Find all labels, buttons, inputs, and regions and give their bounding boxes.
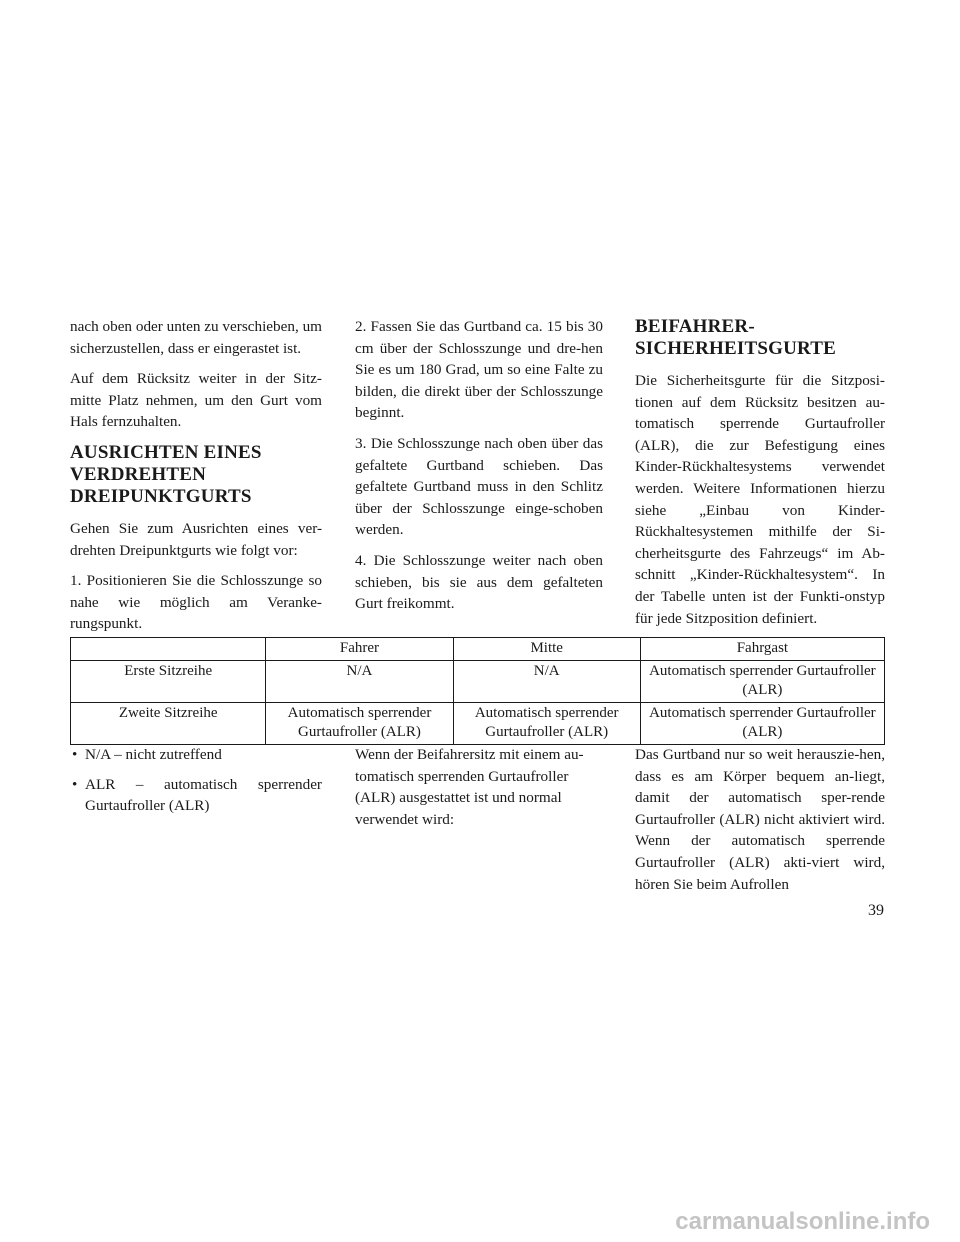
table-row: [71, 661, 885, 703]
paragraph: Gehen Sie zum Ausrichten eines ver-drehten Dreipunktgurts wie folgt vor:: [70, 519, 322, 559]
paragraph: Die Sicherheitsgurte für die Sitzposi-tionen auf dem Rücksitz besitzen au-tomatisch sperrende Gurtaufroller (ALR), die zur Befestigung eines Kinder-Rückhaltesystems verwendet werden. Weitere Informationen hierzu siehe „Einbau von Kinder-Rückhaltesystemen mithilfe der Si-cherheitsgurte des Fahrzeugs“ im Ab-schnitt „Kinder-Rückhaltesystem“. In der Tabelle unten ist der Funkti-onstyp für jede Sitzposition definiert.: [635, 372, 885, 627]
paragraph: 4. Die Schlosszunge weiter nach oben schieben, bis sie aus dem gefalteten Gurt freikommt.: [355, 551, 603, 613]
table-header-cell: Fahrgast: [640, 638, 884, 661]
paragraph: 3. Die Schlosszunge nach oben über das gefaltete Gurtband schieben. Das gefaltete Gurtband muss in den Schlitz über der Schlosszunge einge-schoben werden.: [355, 434, 603, 539]
column-right: [635, 316, 885, 638]
section-heading: AUSRICHTEN EINES VERDREHTEN DREIPUNKTGURTS: [70, 441, 262, 507]
legend-list: [70, 744, 322, 817]
paragraph: Wenn der Beifahrersitz mit einem au-tomatisch sperrenden Gurtaufroller (ALR) ausgestattet ist und normal verwendet wird:: [355, 746, 584, 828]
table-header-row: [71, 638, 885, 661]
table-cell: Zweite Sitzreihe: [71, 703, 266, 745]
list-item: • ALR – automatisch sperrender Gurtaufroller (ALR): [70, 774, 322, 817]
column-middle: [355, 316, 603, 624]
table-header-cell: Mitte: [453, 638, 640, 661]
table-row: [71, 703, 885, 745]
lower-column-left: [70, 744, 322, 825]
table-cell: Automatisch sperrender Gurtaufroller (ALR): [453, 703, 640, 745]
paragraph: 1. Positionieren Sie die Schlosszunge so nahe wie möglich am Veranke-rungspunkt.: [70, 572, 322, 633]
lower-column-right: [635, 744, 885, 904]
list-item: • N/A – nicht zutreffend: [70, 744, 322, 766]
section-heading: BEIFAHRER-SICHERHEITSGURTE: [635, 316, 837, 359]
watermark: carmanualsonline.info: [675, 1208, 930, 1235]
table-cell: N/A: [453, 661, 640, 703]
table-header-cell: [71, 638, 266, 661]
table-cell: Automatisch sperrender Gurtaufroller (ALR): [266, 703, 453, 745]
table-header-cell: Fahrer: [266, 638, 453, 661]
paragraph: 2. Fassen Sie das Gurtband ca. 15 bis 30 cm über der Schlosszunge und dre-hen Sie es um 180 Grad, um so eine Falte zu bilden, die direkt über der Schlosszunge beginnt.: [355, 318, 603, 422]
paragraph: Das Gurtband nur so weit herauszie-hen, dass es am Körper bequem an-liegt, damit der automatisch sper-rende Gurtaufroller (ALR) nicht aktiviert wird. Wenn der automatisch sperrende Gurtaufroller (ALR) akti-viert wird, hören Sie beim Aufrollen: [635, 746, 885, 893]
seat-function-table: [70, 637, 885, 745]
table-cell: Automatisch sperrender Gurtaufroller (ALR): [640, 703, 884, 745]
page-number: 39: [868, 902, 884, 919]
paragraph: Auf dem Rücksitz weiter in der Sitz-mitte Platz nehmen, um den Gurt vom Hals fernzuhalten.: [70, 370, 322, 431]
paragraph: nach oben oder unten zu verschieben, um sicherzustellen, dass er eingerastet ist.: [70, 318, 322, 357]
column-left: [70, 316, 322, 644]
table-cell: Automatisch sperrender Gurtaufroller (ALR): [640, 661, 884, 703]
lower-column-middle: [355, 744, 603, 839]
table-cell: N/A: [266, 661, 453, 703]
table-cell: Erste Sitzreihe: [71, 661, 266, 703]
